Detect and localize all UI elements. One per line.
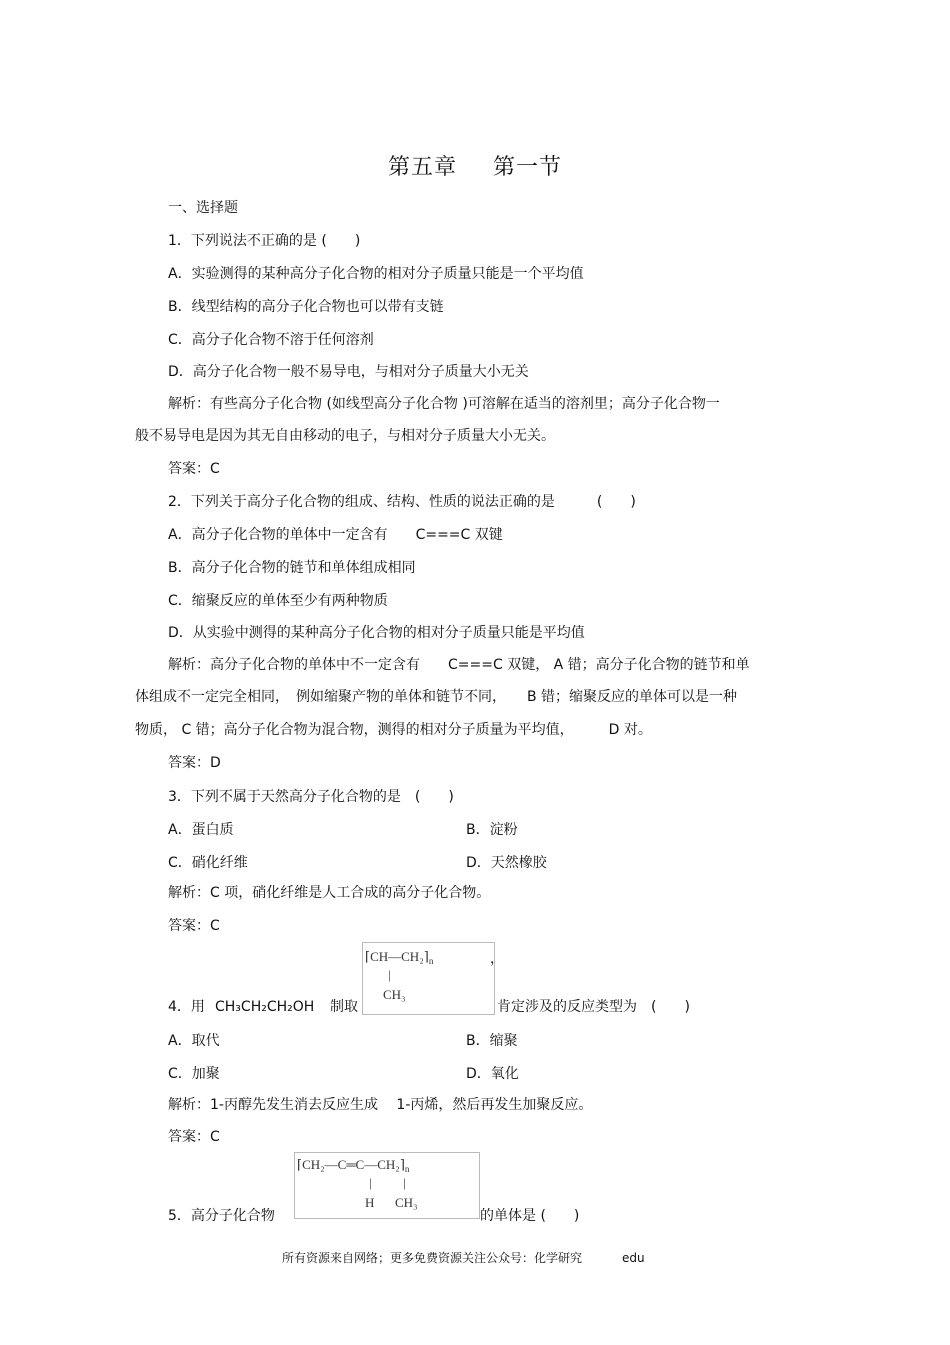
q2-option-b: B．高分子化合物的链节和单体组成相同	[168, 560, 416, 576]
q2-answer: 答案：D	[168, 755, 221, 771]
bond-line-icon: |	[403, 1175, 406, 1190]
q1-analysis-line2: 般不易导电是因为其无自由移动的电子，与相对分子质量大小无关。	[135, 428, 555, 444]
q4-comma: ，	[490, 951, 504, 967]
bond-line-icon: |	[388, 967, 391, 982]
q3-option-a: A．蛋白质	[168, 822, 234, 838]
bracket-right-icon: ⌉	[399, 1157, 405, 1172]
q3-option-b: B．淀粉	[466, 822, 518, 838]
q4-polymer-backbone: CH—CH₂	[370, 949, 424, 964]
q5-polymer-n: n	[404, 1164, 410, 1174]
q1-stem: 1．下列说法不正确的是 ( )	[168, 233, 361, 249]
polypropylene-structure-image	[362, 942, 495, 1015]
q5-polymer-ch3: CH₃	[395, 1195, 418, 1210]
q5-stem-pre: 5．高分子化合物	[168, 1208, 275, 1224]
section-label: 第一节	[493, 155, 563, 180]
q3-option-d: D．天然橡胶	[466, 855, 547, 871]
q3-answer: 答案：C	[168, 918, 220, 934]
q4-analysis: 解析：1-丙醇先发生消去反应生成 1-丙烯，然后再发生加聚反应。	[168, 1097, 593, 1113]
section-heading: 一、选择题	[168, 200, 238, 216]
footer-suffix: edu	[622, 1251, 645, 1265]
page-title	[0, 150, 950, 181]
chapter-label: 第五章	[387, 155, 457, 180]
bracket-left-icon: ⌈	[365, 949, 371, 964]
q2-option-c: C．缩聚反应的单体至少有两种物质	[168, 593, 388, 609]
q4-option-d: D．氧化	[466, 1066, 519, 1082]
q4-reactant: CH₃CH₂CH₂OH	[215, 999, 315, 1015]
q2-stem: 2．下列关于高分子化合物的组成、结构、性质的说法正确的是 ( )	[168, 494, 636, 510]
q5-polymer-backbone: CH₂—C═C—CH₂	[302, 1157, 400, 1172]
q4-polymer-n: n	[428, 956, 434, 966]
q1-option-a: A．实验测得的某种高分子化合物的相对分子质量只能是一个平均值	[168, 266, 584, 282]
q5-stem-post: 的单体是 ( )	[480, 1208, 580, 1224]
q4-polymer-branch: CH₃	[383, 987, 406, 1002]
page-footer	[282, 1250, 645, 1266]
q2-analysis-line2: 体组成不一定完全相同， 例如缩聚产物的单体和链节不同， B 错；缩聚反应的单体可以是一种	[135, 689, 738, 705]
q3-analysis: 解析：C 项，硝化纤维是人工合成的高分子化合物。	[168, 885, 491, 901]
q4-stem-mid: 制取	[330, 999, 358, 1015]
bracket-left-icon: ⌈	[297, 1157, 303, 1172]
q4-answer: 答案：C	[168, 1129, 220, 1145]
q2-analysis-line3: 物质， C 错；高分子化合物为混合物，测得的相对分子质量为平均值， D 对。	[135, 722, 652, 738]
q1-option-c: C．高分子化合物不溶于任何溶剂	[168, 332, 374, 348]
q4-option-b: B．缩聚	[466, 1033, 518, 1049]
bracket-right-icon: ⌉	[423, 949, 429, 964]
polyisoprene-structure-image	[294, 1152, 480, 1219]
q2-analysis-line1: 解析：高分子化合物的单体中不一定含有 C===C 双键， A 错；高分子化合物的链节和单	[168, 657, 750, 673]
q5-polymer-h: H	[365, 1195, 375, 1210]
q4-option-a: A．取代	[168, 1033, 220, 1049]
q2-option-a: A．高分子化合物的单体中一定含有 C===C 双键	[168, 527, 503, 543]
q4-option-c: C．加聚	[168, 1066, 220, 1082]
q4-stem-post: 肯定涉及的反应类型为 ( )	[497, 999, 690, 1015]
q2-option-d: D．从实验中测得的某种高分子化合物的相对分子质量只能是平均值	[168, 625, 585, 641]
footer-text: 所有资源来自网络；更多免费资源关注公众号：化学研究	[282, 1251, 583, 1265]
q3-option-c: C．硝化纤维	[168, 855, 248, 871]
q1-option-b: B．线型结构的高分子化合物也可以带有支链	[168, 299, 444, 315]
q1-answer: 答案：C	[168, 461, 220, 477]
q1-analysis-line1: 解析：有些高分子化合物 (如线型高分子化合物 )可溶解在适当的溶剂里；高分子化合物一	[168, 396, 720, 412]
q3-stem: 3．下列不属于天然高分子化合物的是 ( )	[168, 789, 454, 805]
bond-line-icon: |	[369, 1175, 372, 1190]
q1-option-d: D．高分子化合物一般不易导电，与相对分子质量大小无关	[168, 364, 529, 380]
q4-stem-pre: 4．用	[168, 999, 205, 1015]
